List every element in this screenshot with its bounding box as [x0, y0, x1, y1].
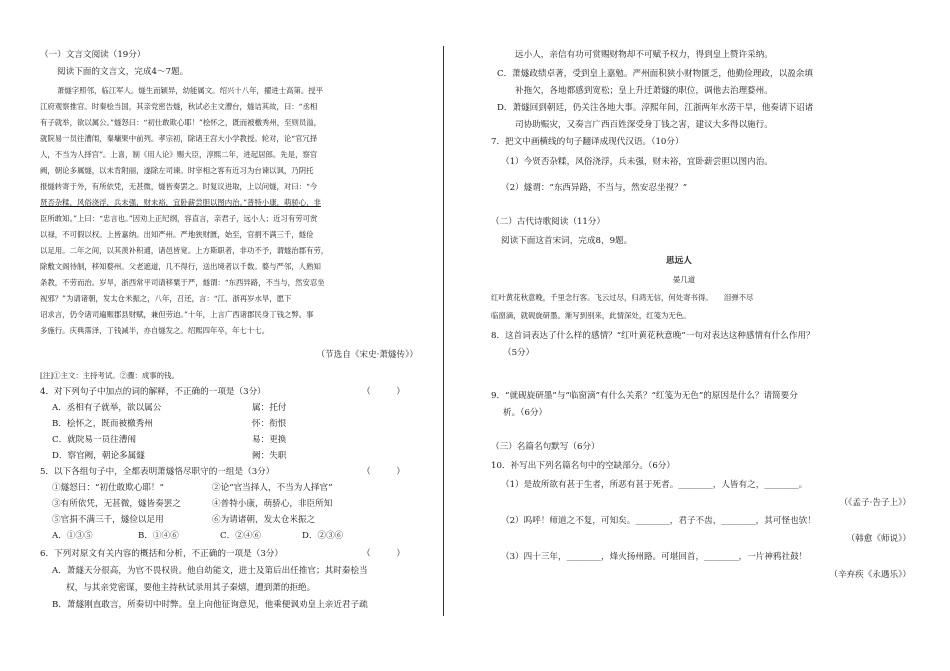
q4-option: B．桧怀之，既而被檄秀州: [52, 419, 153, 429]
q5-item: ⑥为请诸朝，发太仓米振之: [212, 515, 316, 525]
q5-item: ③有所依凭，无甚微，燧皆奏罢之: [52, 499, 181, 509]
passage-line: 就院易一员往漕闱，秦墉果中前列。孝宗初，除诸王宫大小学教授。轮对，论“官冗择: [40, 134, 318, 143]
q5-choice: C．②④⑥: [220, 531, 261, 541]
passage-line: 诏求言，仍令诸司遍赈郡县财赋，兼但劳迫。”十年，上言广西诸郡民身丁钱之弊。事: [40, 310, 314, 319]
q7-sub1: （1）今贤否杂糅，风俗浇浮，兵未强，财未裕，宜卧薪尝胆以图内治。: [501, 157, 773, 167]
section3-heading: （三）名篇名句默写（6分）: [491, 442, 600, 452]
q6-option-a: A．萧燧天分很高，为官不畏权贵。他自幼能文，进士及第后出任推官；其时秦桧当: [52, 566, 368, 576]
q10-source: （韩愈《师说》）: [846, 534, 911, 544]
q4-option-gloss: 阙：失职: [252, 451, 287, 461]
passage-line: 条教，不劳而治。岁旱，浙西常平司请移粟于严，燧谓：“东西异路，不当与，然安忍坐: [40, 278, 325, 287]
q6-option-d: 司协助赈灾，又奏言广西百姓深受身丁钱之害，建议大多得以施行。: [515, 120, 773, 130]
section1-heading: （一）文言文阅读（19分）: [40, 50, 146, 60]
q10-stem: 10．补写出下列名篇名句中的空缺部分。（6分）: [491, 461, 675, 471]
q5-choice: B．①④⑥: [138, 531, 179, 541]
q9-stem: 9．“就砚旋研墨”与“临窗滴”有什么关系？“红笺为无色”的原因是什么？请简要分: [491, 391, 798, 401]
passage-line: 多施行。庆典霈泽，丁钱减半，亦自燧发之。绍熙四年卒，年七十七。: [40, 326, 270, 335]
q4-stem: 4．对下列句子中加点的词的解释，不正确的一项是（3分）: [40, 387, 266, 397]
q5-item: ④普特小康，萌骄心，非臣所知: [212, 499, 333, 509]
passage-line: 臣所敢知。”上曰：“忠言也。”因劝上正纪纲，容直言，亲君子，远小人；近习有劳可赏: [40, 214, 318, 223]
q10-source: （辛弃疾《永遇乐》）: [829, 570, 911, 580]
q4-option: D．察官阙，朝论多属燧: [52, 451, 145, 461]
q10-item: （3）四十三年，________，烽火扬州路。可堪回首，________，一片神鸦社鼓！: [501, 552, 808, 562]
section2-heading: （二）古代诗歌阅读（11分）: [491, 217, 606, 227]
q8-points: （5分）: [503, 348, 535, 358]
q6-option-b: B．萧燧刚直敢言，所奏切中时弊。皇上向他征询意见，他乘便讽劝皇上亲近君子疏: [52, 600, 368, 610]
q6-answer-paren: （ ）: [362, 549, 405, 559]
passage-line: 报燧转寄于外，有所依凭，无甚微，燧皆奏罢之。时复议进取，上以问燧，对曰：“今: [40, 182, 318, 191]
q6-option-a: 权，与其亲党密谋，要他主持秋试录用其子秦熺，遭到萧的拒绝。: [66, 583, 316, 593]
q4-option-gloss: 属：托付: [252, 403, 287, 413]
q6-stem: 6．下列对原文有关内容的概括和分析，不正确的一项是（3分）: [40, 549, 283, 559]
q6-option-c: 补拖欠，各地都感到宽松；皇上升迁萧燧的职位，调他去治理婺州。: [515, 86, 773, 96]
passage-line-underlined: 贤否杂糅，风俗浇浮，兵未强，财未裕，宜卧薪尝胆以图内治。”普特小康，萌骄心，非: [40, 198, 321, 207]
poem-line: 临窗滴，就砚旋研墨。渐写到别来，此情深处，红笺为无色。: [491, 311, 691, 320]
section1-intro: 阅读下面的文言文，完成4～7题。: [57, 67, 189, 77]
passage-source: （节选自《宋史·萧燧传》）: [316, 350, 418, 360]
q4-option-gloss: 易：更换: [252, 435, 287, 445]
q4-option-gloss: 怀：衔恨: [252, 419, 287, 429]
q5-item: ②论“官当择人，不当为人择官”: [212, 483, 333, 493]
q5-item: ①燧怒曰：“初仕敢欺心耶！”: [52, 483, 164, 493]
q4-option: A．丞相有子就举，欲以属公: [52, 403, 162, 413]
q7-sub2: （2）燧谓：“东西异路，不当与，然安忍坐视？”: [501, 183, 688, 193]
passage-line: 阙，朝论多属燧，以未肯附丽，遂除左司谏。时宰相之客有近习为台谏以讽，乃阴托: [40, 166, 314, 175]
q6-option-d: D．萧燧回到朝廷，仍关注各地大事。淳熙年间，江浙两年水涝干旱，他奏请下诏诸: [497, 103, 814, 113]
q6-option-c: C．萧燧政绩卓著，受到皇上嘉勉。严州面积狭小财物匮乏，他勤俭理政，以盈余填: [497, 69, 813, 79]
q10-item: （2）呜呼！师道之不复，可知矣。________，君子不齿，________，其可怪也欤！: [501, 516, 816, 526]
q8-stem: 8．这首词表达了什么样的感情？“红叶黄花秋意晚”一句对表达这种感情有什么作用？: [491, 331, 815, 341]
passage-line: 视邪？”为请诸朝，发太仓米振之，八年，召还，言：“江、浙再岁水旱，愿下: [40, 294, 292, 303]
column-divider: [443, 46, 444, 616]
q7-stem: 7．把文中画横线的句子翻译成现代汉语。（10分）: [491, 137, 684, 147]
passage-line: 江府观察推官。时秦桧当国，其亲党密告燧，秋试必主文漕台，燧诘其故，曰：“丞相: [40, 102, 318, 111]
poem-author: 晏几道: [673, 275, 696, 284]
q5-choice: A．①③⑤: [52, 531, 93, 541]
q6-option-b: 远小人，亲信有功可赏赐财物却不可赋予权力，得到皇上赞许采纳。: [515, 50, 773, 60]
section2-intro: 阅读下面这首宋词，完成8，9题。: [501, 236, 633, 246]
q5-stem: 5．以下各组句子中，全都表明萧燧恪尽职守的一组是（3分）: [40, 467, 275, 477]
passage-note: [注]①主文：主持考试。②骤：成事的钱。: [40, 371, 179, 380]
q10-item: （1）是故所欲有甚于生者，所恶有甚于死者。________，人皆有之，________。: [501, 480, 808, 490]
q9-points: 析。（6分）: [503, 408, 548, 418]
q4-option: C．就院易一员往漕闱: [52, 435, 136, 445]
passage-line: 有子就举，欲以属公。”燧怒曰：“初仕敢欺心耶！”桧怀之，既而被檄秀州，至则员溢，: [40, 118, 322, 127]
passage-line: 除敷文阁待制，移知婺州。父老遮道，几不得行，送出境者以千数。婺与严邻，人熟知: [40, 262, 321, 271]
q4-answer-paren: （ ）: [362, 387, 405, 397]
q10-source: （《孟子·告子上》）: [839, 498, 911, 508]
q5-item: ⑤官捐不满三千，燧俭以足用: [52, 515, 164, 525]
passage-line: 萧燧字照邻，临江军人。燧生而颖异，幼能属文。绍兴十八年，擢进士高第。授平: [57, 86, 324, 95]
poem-line: 红叶黄花秋意晚，千里念行客。飞云过尽，归鸿无信，何处寄书得。 泪弹不尽: [491, 293, 754, 302]
passage-line: 人，不当为人择官”。上喜，制《用人论》赐大臣，淳熙二年，进起居郎。先是，察官: [40, 150, 318, 159]
passage-line: 以禄，不可假以权。上皆嘉纳。出知严州。严地狭财匮，始至，官捐不满三千，燧俭: [40, 230, 314, 239]
passage-line: 以足用。二年之间，以其羡补积逋，诸邑皆宽。上方斯职者，非功不予，谓燧治郡有劳，: [40, 246, 329, 255]
poem-title: 思远人: [666, 256, 692, 266]
q5-answer-paren: （ ）: [362, 467, 405, 477]
q5-choice: D．②③⑥: [302, 531, 344, 541]
